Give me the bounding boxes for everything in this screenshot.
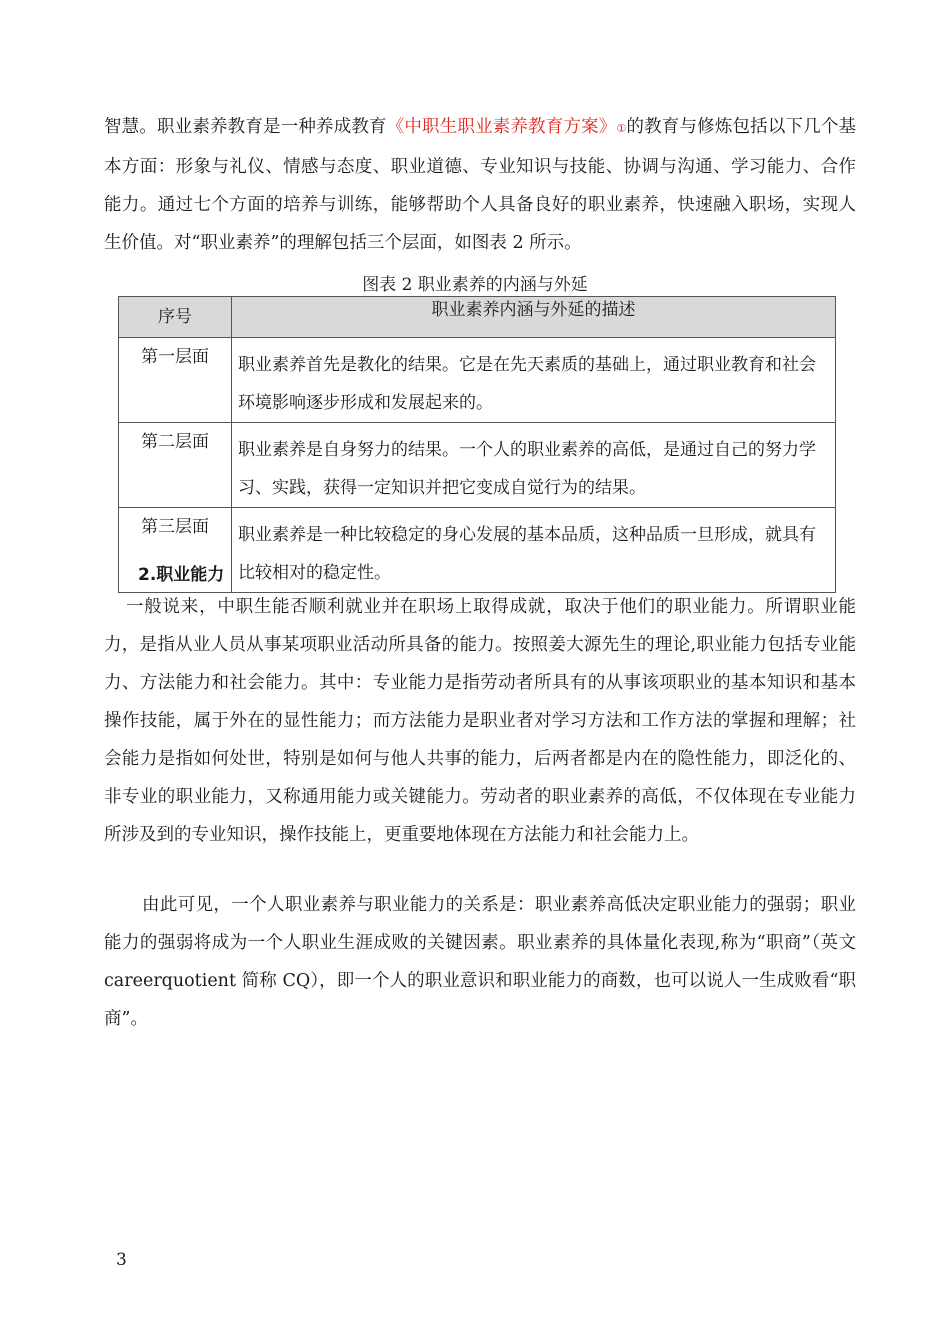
row-level: 第二层面	[119, 423, 232, 508]
plan-title-link[interactable]: 《中职生职业素养教育方案》	[386, 117, 617, 137]
header-index: 序号	[119, 297, 232, 338]
row-level: 第三层面	[119, 508, 232, 593]
row-description: 职业素养是一种比较稳定的身心发展的基本品质，这种品质一旦形成，就具有比较相对的稳定性。	[232, 508, 836, 593]
table-row	[119, 508, 836, 593]
row-description: 职业素养是自身努力的结果。一个人的职业素养的高低，是通过自己的努力学习、实践，获得一定知识并把它变成自觉行为的结果。	[232, 423, 836, 508]
table-row	[119, 423, 836, 508]
header-description: 职业素养内涵与外延的描述	[232, 297, 836, 338]
footnote-mark[interactable]: ①	[616, 122, 627, 135]
intro-paragraph	[104, 108, 856, 262]
intro-text-before: 智慧。职业素养教育是一种养成教育	[104, 117, 387, 137]
row-description: 职业素养首先是教化的结果。它是在先天素质的基础上，通过职业教育和社会环境影响逐步形成和发展起来的。	[232, 338, 836, 423]
page-number: 3	[116, 1250, 127, 1270]
table-row	[119, 338, 836, 423]
table-header-row	[119, 297, 836, 338]
literacy-table	[118, 296, 836, 593]
conclusion-paragraph: 由此可见，一个人职业素养与职业能力的关系是：职业素养高低决定职业能力的强弱；职业能力的强弱将成为一个人职业生涯成败的关键因素。职业素养的具体量化表现,称为“职商”（英文 careerquotient 简称 CQ），即一个人的职业意识和职业能力的商数，也可以说人一生成败看“职商”。	[104, 895, 856, 1029]
ability-paragraph: 一般说来，中职生能否顺利就业并在职场上取得成就，取决于他们的职业能力。所谓职业能力，是指从业人员从事某项职业活动所具备的能力。按照姜大源先生的理论,职业能力包括专业能力、方法能力和社会能力。其中：专业能力是指劳动者所具有的从事该项职业的基本知识和基本操作技能，属于外在的显性能力；而方法能力是职业者对学习方法和工作方法的掌握和理解；社会能力是指如何处世，特别是如何与他人共事的能力，后两者都是内在的隐性能力，即泛化的、非专业的职业能力，又称通用能力或关键能力。劳动者的职业素养的高低，不仅体现在专业能力所涉及到的专业知识，操作技能上，更重要地体现在方法能力和社会能力上。	[104, 597, 856, 845]
section-heading: 2.职业能力	[138, 565, 225, 585]
intro-text-after: 的教育与修炼包括以下几个基本方面：形象与礼仪、情感与态度、职业道德、专业知识与技能、协调与沟通、学习能力、合作能力。通过七个方面的培养与训练，能够帮助个人具备良好的职业素养，快速融入职场，实现人生价值。对“职业素养”的理解包括三个层面，如图表 2 所示。	[104, 117, 857, 253]
row-level: 第一层面	[119, 338, 232, 423]
table-caption: 图表 2 职业素养的内涵与外延	[362, 275, 588, 295]
